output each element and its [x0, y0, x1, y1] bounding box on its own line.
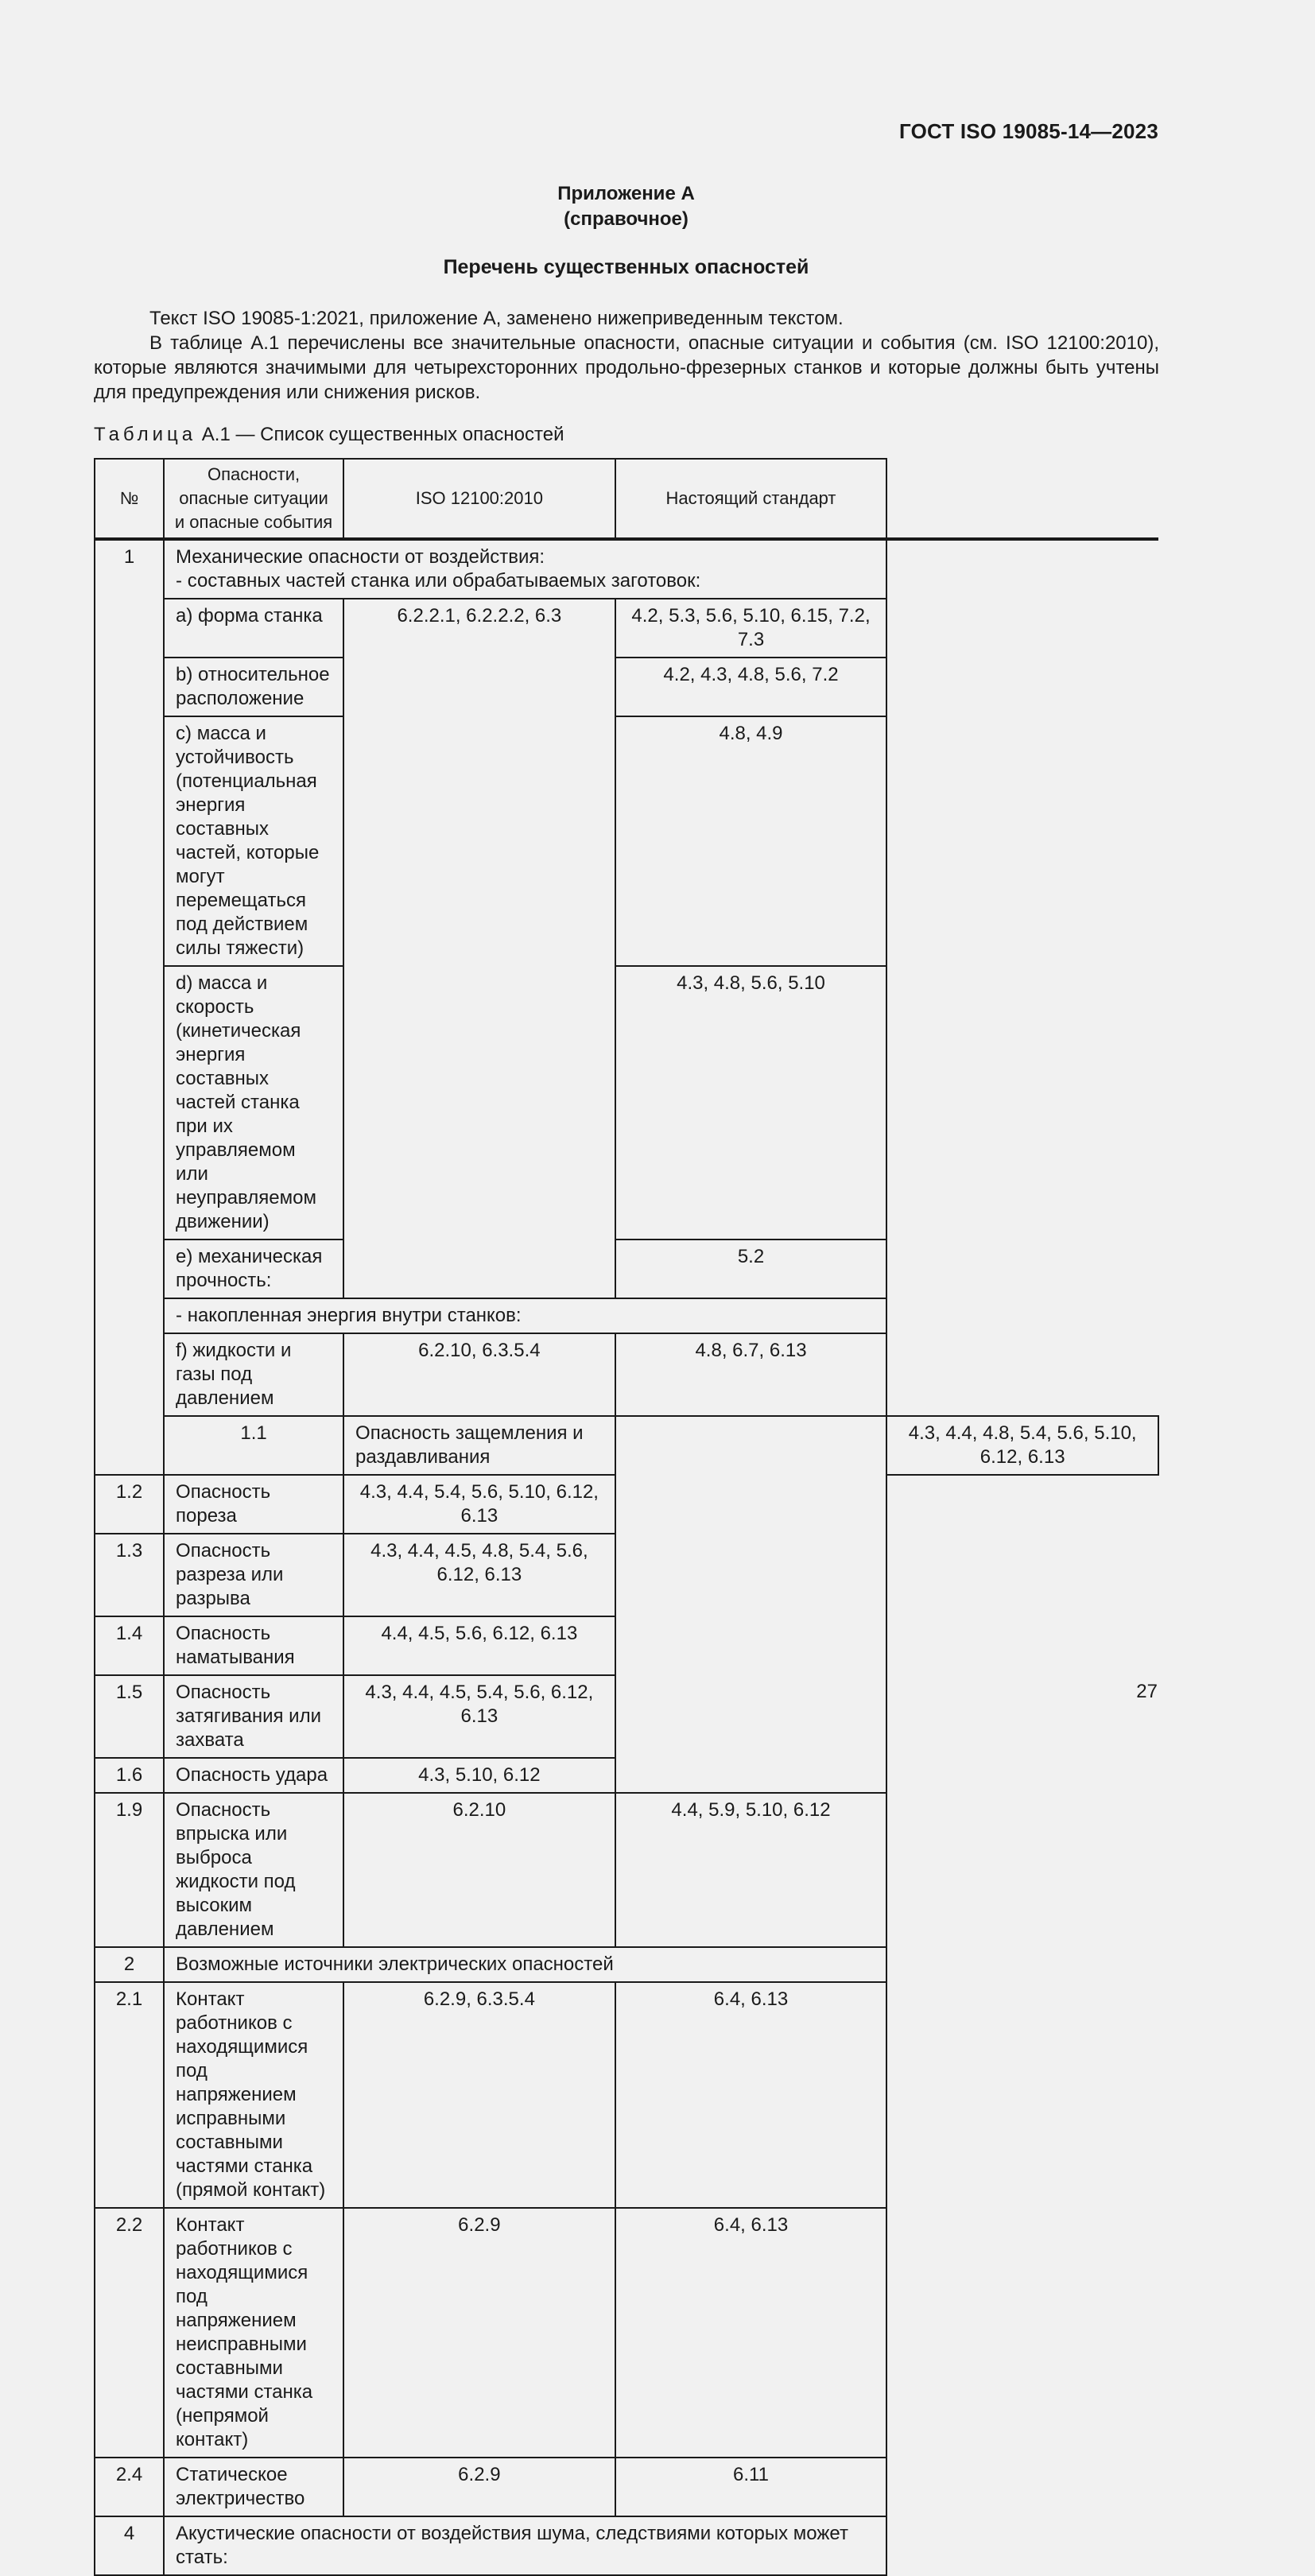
document-number: ГОСТ ISO 19085-14—2023 — [899, 119, 1158, 143]
table-row — [95, 1333, 1158, 1416]
row-num: 1.9 — [95, 1793, 164, 1947]
row-iso — [615, 1416, 887, 1793]
row-num: 2.2 — [95, 2208, 164, 2458]
row-num: 2.1 — [95, 1982, 164, 2208]
row-std: 4.3, 4.4, 4.8, 5.4, 5.6, 5.10, 6.12, 6.13 — [886, 1416, 1158, 1475]
appendix-title: Приложение А — [557, 183, 695, 204]
row-num: 1.3 — [95, 1534, 164, 1616]
row-desc — [164, 539, 886, 599]
intro-paragraph-1: Текст ISO 19085-1:2021, приложение А, заменено нижеприведенным текстом. — [149, 308, 844, 329]
header-standard: Настоящий стандарт — [615, 459, 887, 539]
appendix-heading — [0, 181, 1252, 232]
row-num: 1.4 — [95, 1616, 164, 1675]
row-num: 1.2 — [95, 1475, 164, 1534]
row-std: 4.3, 4.8, 5.6, 5.10 — [615, 966, 887, 1240]
row-num: 1.5 — [95, 1675, 164, 1758]
table-row — [95, 1416, 1158, 1475]
table-row — [95, 1240, 1158, 1298]
table-row — [95, 1793, 1158, 1947]
row-std: 4.8, 4.9 — [615, 716, 887, 966]
row-desc: b) относительное расположение — [164, 658, 343, 716]
hazards-table — [94, 458, 1159, 2576]
table-row — [95, 1982, 1158, 2208]
intro-paragraph-2: В таблице А.1 перечислены все значительные опасности, опасные ситуации и события (см. ISO 12100:2010), которые являются значимыми для четырехсторонних продольно-фрезерных станков и которые должны быть учтены для предупреждения или снижения рисков. — [94, 332, 1159, 403]
row-desc: - накопленная энергия внутри станков: — [164, 1298, 886, 1333]
row-num: 1.6 — [95, 1758, 164, 1793]
table-row — [95, 599, 1158, 658]
table-row — [95, 1298, 1158, 1333]
row-desc: Опасность затягивания или захвата — [164, 1675, 343, 1758]
row-desc-line: - составных частей станка или обрабатываемых заготовок: — [176, 570, 701, 592]
section-title: Перечень существенных опасностей — [443, 256, 809, 278]
row-std: 4.8, 6.7, 6.13 — [615, 1333, 887, 1416]
header-hazard: Опасности, опасные ситуации и опасные события — [164, 459, 343, 539]
row-desc: Опасность пореза — [164, 1475, 343, 1534]
table-caption-label: Таблица — [94, 424, 197, 445]
row-desc: Возможные источники электрических опасностей — [164, 1947, 886, 1982]
row-iso: 6.2.9 — [343, 2208, 615, 2458]
row-iso: 6.2.9 — [343, 2458, 615, 2516]
table-row — [95, 1947, 1158, 1982]
table-row — [95, 2516, 1158, 2575]
row-std: 4.4, 5.9, 5.10, 6.12 — [615, 1793, 887, 1947]
row-num: 2 — [95, 1947, 164, 1982]
row-std: 4.3, 5.10, 6.12 — [343, 1758, 615, 1793]
row-std: 6.4, 6.13 — [615, 1982, 887, 2208]
row-desc: d) масса и скорость (кинетическая энергия составных частей станка при их управляемом или неуправляемом движении) — [164, 966, 343, 1240]
row-std: 5.2 — [615, 1240, 887, 1298]
row-std: 4.3, 4.4, 5.4, 5.6, 5.10, 6.12, 6.13 — [343, 1475, 615, 1534]
row-desc: Опасность наматывания — [164, 1616, 343, 1675]
row-num: 2.4 — [95, 2458, 164, 2516]
page-number: 27 — [1136, 1681, 1158, 1702]
row-num: 1.1 — [164, 1416, 343, 1475]
row-std: 4.4, 4.5, 5.6, 6.12, 6.13 — [343, 1616, 615, 1675]
table-row — [95, 966, 1158, 1240]
row-desc: Контакт работников с находящимися под напряжением исправными составными частями станка (прямой контакт) — [164, 1982, 343, 2208]
table-row — [95, 716, 1158, 966]
row-num: 1 — [95, 539, 164, 1475]
row-num: 4 — [95, 2516, 164, 2575]
row-desc: Акустические опасности от воздействия шума, следствиями которых может стать: — [164, 2516, 886, 2575]
header-num: № — [95, 459, 164, 539]
table-header-row — [95, 459, 1158, 539]
row-desc: Контакт работников с находящимися под напряжением неисправными составными частями станка (непрямой контакт) — [164, 2208, 343, 2458]
appendix-kind: (справочное) — [564, 208, 689, 230]
row-desc: Опасность защемления и раздавливания — [343, 1416, 615, 1475]
row-desc: е) механическая прочность: — [164, 1240, 343, 1298]
table-row — [95, 2458, 1158, 2516]
row-desc: Статическое электричество — [164, 2458, 343, 2516]
table-row — [95, 658, 1158, 716]
row-iso: 6.2.10, 6.3.5.4 — [343, 1333, 615, 1416]
row-desc: с) масса и устойчивость (потенциальная энергия составных частей, которые могут перемещаться под действием силы тяжести) — [164, 716, 343, 966]
row-desc: Опасность разреза или разрыва — [164, 1534, 343, 1616]
row-desc: а) форма станка — [164, 599, 343, 658]
table-caption-text: А.1 — Список существенных опасностей — [201, 424, 564, 445]
row-iso: 6.2.2.1, 6.2.2.2, 6.3 — [343, 599, 615, 1298]
row-std: 6.4, 6.13 — [615, 2208, 887, 2458]
row-desc: Опасность удара — [164, 1758, 343, 1793]
row-iso: 6.2.10 — [343, 1793, 615, 1947]
header-iso: ISO 12100:2010 — [343, 459, 615, 539]
row-desc: f) жидкости и газы под давлением — [164, 1333, 343, 1416]
table-row — [95, 2208, 1158, 2458]
row-desc: Опасность впрыска или выброса жидкости под высоким давлением — [164, 1793, 343, 1947]
row-desc-line: Механические опасности от воздействия: — [176, 546, 545, 568]
row-std: 4.2, 5.3, 5.6, 5.10, 6.15, 7.2, 7.3 — [615, 599, 887, 658]
table-row — [95, 539, 1158, 599]
row-std: 4.3, 4.4, 4.5, 4.8, 5.4, 5.6, 6.12, 6.13 — [343, 1534, 615, 1616]
intro-text — [94, 306, 1159, 405]
row-std: 6.11 — [615, 2458, 887, 2516]
row-iso: 6.2.9, 6.3.5.4 — [343, 1982, 615, 2208]
row-std: 4.3, 4.4, 4.5, 5.4, 5.6, 6.12, 6.13 — [343, 1675, 615, 1758]
table-caption — [94, 424, 564, 446]
row-std: 4.2, 4.3, 4.8, 5.6, 7.2 — [615, 658, 887, 716]
